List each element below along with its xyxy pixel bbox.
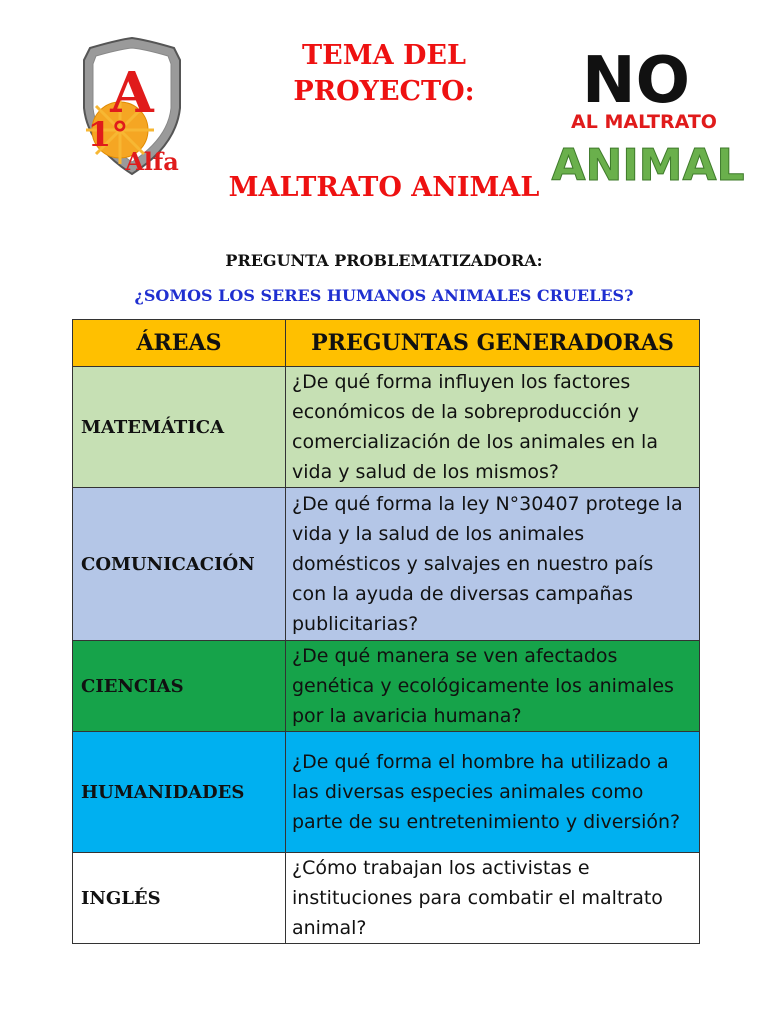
- logo-maltrato-text: AL MALTRATO: [571, 111, 717, 133]
- area-cell: MATEMÁTICA: [73, 367, 286, 488]
- areas-table: [72, 319, 700, 944]
- problem-question-text: ¿SOMOS LOS SERES HUMANOS ANIMALES CRUELES?: [134, 286, 634, 305]
- logo-letter: A: [110, 60, 154, 126]
- question-cell: ¿De qué forma influyen los factores económicos de la sobreproducción y comercialización de los animales en la vida y salud de los mismos?: [286, 367, 700, 488]
- campaign-logo: [551, 40, 745, 191]
- question-cell: ¿De qué forma el hombre ha utilizado a las diversas especies animales como parte de su entretenimiento y diversión?: [286, 732, 700, 853]
- no-maltrato-logo-icon: [551, 40, 745, 191]
- question-cell: ¿De qué forma la ley N°30407 protege la vida y la salud de los animales domésticos y salvajes en nuestro país con la ayuda de diversas campañas publicitarias?: [286, 488, 700, 641]
- problem-question-label: PREGUNTA PROBLEMATIZADORA:: [225, 251, 543, 270]
- project-subtitle: MALTRATO ANIMAL: [228, 172, 540, 203]
- logo-name: Alfa: [125, 147, 179, 176]
- question-cell: ¿Cómo trabajan los activistas e instituciones para combatir el maltrato animal?: [286, 853, 700, 944]
- title-line-1: TEMA DEL: [302, 40, 466, 71]
- school-logo: [72, 38, 192, 178]
- table-row: [73, 853, 700, 944]
- area-cell: HUMANIDADES: [73, 732, 286, 853]
- logo-number: 1°: [87, 115, 129, 155]
- header-areas: ÁREAS: [73, 320, 286, 367]
- table-row: [73, 488, 700, 641]
- table-row: [73, 641, 700, 732]
- area-cell: INGLÉS: [73, 853, 286, 944]
- question-cell: ¿De qué manera se ven afectados genética y ecológicamente los animales por la avaricia humana?: [286, 641, 700, 732]
- page-title: [200, 38, 568, 206]
- area-cell: CIENCIAS: [73, 641, 286, 732]
- title-line-2: PROYECTO:: [293, 76, 475, 107]
- logo-animal-text: ANIMAL: [551, 140, 745, 191]
- table-row: [73, 732, 700, 853]
- shield-logo-icon: [72, 38, 192, 178]
- logo-no-text: NO: [582, 44, 690, 118]
- area-cell: COMUNICACIÓN: [73, 488, 286, 641]
- table-header-row: [73, 320, 700, 367]
- header-questions: PREGUNTAS GENERADORAS: [286, 320, 700, 367]
- table-row: [73, 367, 700, 488]
